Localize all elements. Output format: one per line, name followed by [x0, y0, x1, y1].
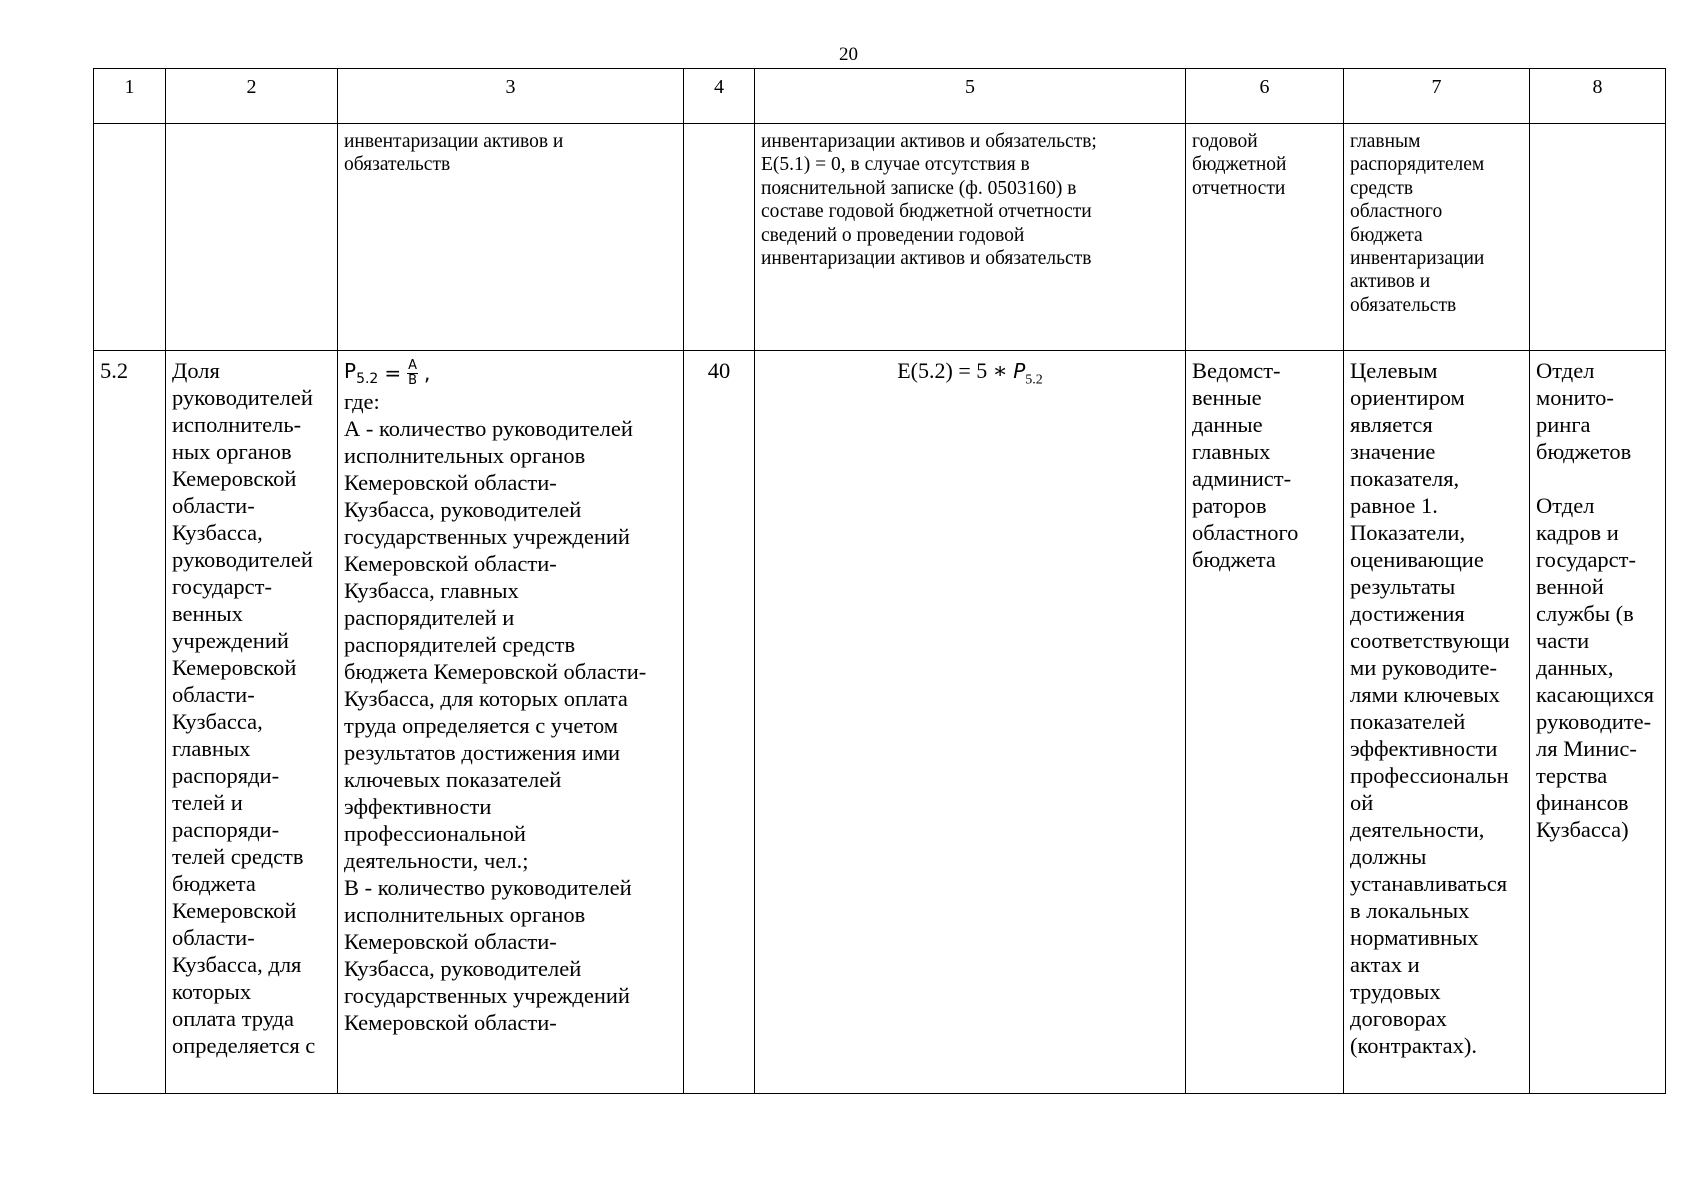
header-cell-6: 6: [1186, 69, 1344, 124]
page-number: 20: [839, 44, 858, 65]
indicators-table: [93, 68, 1666, 1094]
row2-indicator: Доля руководителей исполнитель- ных органов Кемеровской области- Кузбасса, руководителей государст- венных учреждений Кемеровской области- Кузбасса, главных распоряди- телей и распоряди- телей средств бюджета Кемеровской области- Кузбасса, для которых оплата труда определяется с: [166, 351, 338, 1094]
formula-denominator: B: [408, 372, 417, 388]
row1-number: [94, 124, 166, 351]
header-cell-5: 5: [755, 69, 1186, 124]
header-cell-2: 2: [166, 69, 338, 124]
formula-equals: =: [384, 361, 402, 386]
row1-source: годовой бюджетной отчетности: [1186, 124, 1344, 351]
header-cell-7: 7: [1344, 69, 1530, 124]
formula-fraction: [407, 359, 418, 388]
row1-evaluation: инвентаризации активов и обязательств; E(5.1) = 0, в случае отсутствия в пояснительной записке (ф. 0503160) в составе годовой бюджетной отчетности сведений о проведении годовой инвентаризации активов и обязательств: [755, 124, 1186, 351]
row1-responsible: [1530, 124, 1666, 351]
row1-calculation: инвентаризации активов и обязательств: [338, 124, 684, 351]
header-cell-1: 1: [94, 69, 166, 124]
row2-evaluation: [755, 351, 1186, 1094]
row1-weight: [684, 124, 755, 351]
row2-number: 5.2: [94, 351, 166, 1094]
formula-numerator: A: [408, 357, 417, 373]
row2-responsible: Отдел монито- ринга бюджетов Отдел кадров и государст- венной службы (в части данных, касающихся руководите- ля Минис- терства финансов Кузбасса): [1530, 351, 1666, 1094]
evaluation-formula-sub: 5.2: [1025, 372, 1043, 388]
row2-note: Целевым ориентиром является значение показателя, равное 1. Показатели, оценивающие результаты достижения соответствующи ми руководите- лями ключевых показателей эффективности профессиональн ой деятельности, должны устанавливаться в локальных нормативных актах и трудовых договорах (контрактах).: [1344, 351, 1530, 1094]
row1-indicator: [166, 124, 338, 351]
evaluation-formula-var: P: [1013, 359, 1026, 383]
ratio-formula: [344, 359, 430, 388]
row2-calculation-text: где: А - количество руководителей исполнительных органов Кемеровской области- Кузбасса, руководителей государственных учреждений Кемеровской области- Кузбасса, главных распорядителей и распорядителей средств бюджета Кемеровской области- Кузбасса, для которых оплата труда определяется с учетом результатов достижения ими ключевых показателей эффективности профессиональной деятельности, чел.; В - количество руководителей исполнительных органов Кемеровской области- Кузбасса, руководителей государственных учреждений Кемеровской области-: [344, 388, 647, 1035]
formula-subscript: 5.2: [356, 371, 379, 387]
table-row: [94, 124, 1666, 351]
row2-calculation: [338, 351, 684, 1094]
table-row: [94, 351, 1666, 1094]
header-row: [94, 69, 1666, 124]
formula-lhs: P: [344, 359, 357, 383]
evaluation-formula: [897, 358, 1043, 388]
row2-weight: 40: [684, 351, 755, 1094]
evaluation-formula-text: E(5.2) = 5 ∗: [897, 358, 1014, 383]
header-cell-4: 4: [684, 69, 755, 124]
row1-note: главным распорядителем средств областного бюджета инвентаризации активов и обязательств: [1344, 124, 1530, 351]
row2-source: Ведомст- венные данные главных админист- раторов областного бюджета: [1186, 351, 1344, 1094]
header-cell-8: 8: [1530, 69, 1666, 124]
formula-tail: ,: [424, 361, 431, 386]
header-cell-3: 3: [338, 69, 684, 124]
